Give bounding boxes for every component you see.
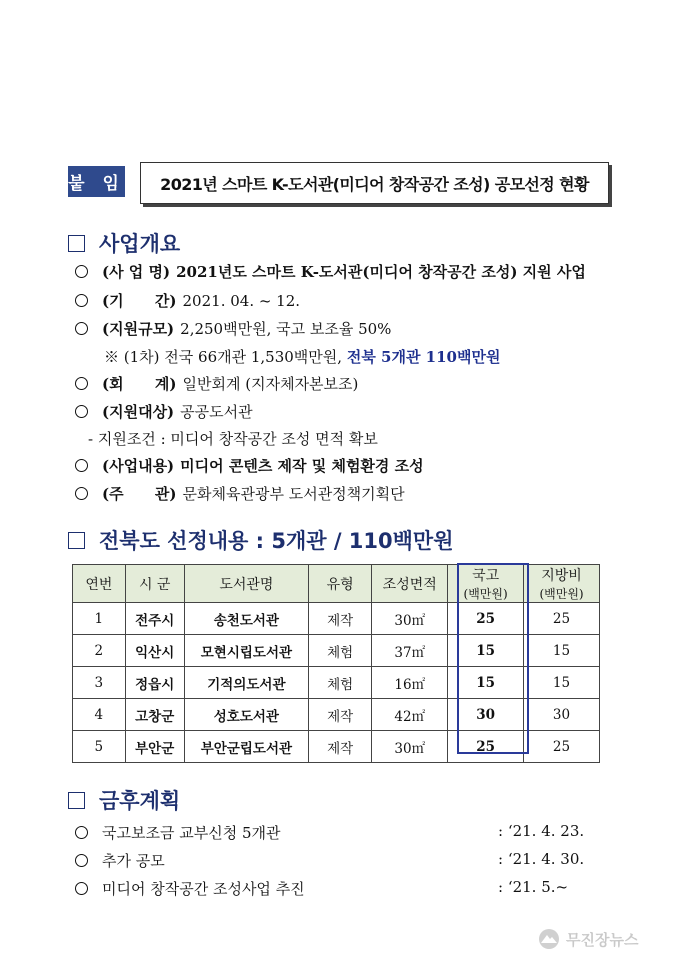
cell-type: 체험 [309,667,372,699]
plan-item-date: : ‘21. 4. 30. [498,850,585,868]
section-selection-heading: 전북도 선정내용 : 5개관 / 110백만원 [68,525,454,555]
circle-bullet-icon [75,405,88,418]
cell-library: 부안군립도서관 [184,731,308,763]
table-row [73,667,600,699]
overview-item-target: (지원대상) 공공도서관 [75,401,253,422]
cell-number: 3 [73,667,126,699]
overview-item-period: (기 간) 2021. 04. ~ 12. [75,290,300,311]
checkbox-square-icon [68,235,85,252]
plan-item: 국고보조금 교부신청 5개관 [75,822,280,843]
cell-national-fund: 15 [448,635,524,667]
cell-local-fund: 25 [524,603,600,635]
cell-area: 37㎡ [372,635,448,667]
overview-condition: - 지원조건 : 미디어 창작공간 조성 면적 확보 [88,430,378,448]
watermark: 무진장뉴스 [538,928,638,950]
overview-item-scale: (지원규모) 2,250백만원, 국고 보조율 50% [75,318,391,339]
cell-city: 부안군 [125,731,184,763]
plan-item: 추가 공모 [75,850,165,871]
cell-area: 30㎡ [372,603,448,635]
circle-bullet-icon [75,265,88,278]
circle-bullet-icon [75,322,88,335]
selection-table [72,564,600,763]
cell-type: 제작 [309,731,372,763]
checkbox-square-icon [68,532,85,549]
overview-item-content: (사업내용) 미디어 콘텐츠 제작 및 체험환경 조성 [75,455,424,476]
checkbox-square-icon [68,792,85,809]
column-header-type: 유형 [309,565,372,603]
section-plan-heading: 금후계획 [68,785,180,815]
table-header-row [73,565,600,603]
cell-type: 제작 [309,699,372,731]
plan-item: 미디어 창작공간 조성사업 추진 [75,878,305,899]
cell-city: 고창군 [125,699,184,731]
cell-national-fund: 15 [448,667,524,699]
cell-national-fund: 25 [448,731,524,763]
cell-number: 5 [73,731,126,763]
cell-local-fund: 15 [524,635,600,667]
circle-bullet-icon [75,377,88,390]
table-row [73,603,600,635]
circle-bullet-icon [75,487,88,500]
cell-number: 2 [73,635,126,667]
cell-library: 송천도서관 [184,603,308,635]
overview-item-host: (주 관) 문화체육관광부 도서관정책기획단 [75,483,405,504]
circle-bullet-icon [75,826,88,839]
cell-type: 체험 [309,635,372,667]
mountain-logo-icon [538,928,560,950]
cell-library: 기적의도서관 [184,667,308,699]
cell-number: 1 [73,603,126,635]
circle-bullet-icon [75,294,88,307]
cell-number: 4 [73,699,126,731]
document-title: 2021년 스마트 K-도서관(미디어 창작공간 조성) 공모선정 현황 [140,162,609,204]
overview-note: ※ (1차) 전국 66개관 1,530백만원, 전북 5개관 110백만원 [104,348,501,366]
cell-area: 42㎡ [372,699,448,731]
cell-local-fund: 25 [524,731,600,763]
cell-library: 모현시립도서관 [184,635,308,667]
attachment-badge: 붙 임 [68,166,125,197]
column-header-city: 시 군 [125,565,184,603]
column-header-number: 연번 [73,565,126,603]
overview-item-account: (회 계) 일반회계 (지자체자본보조) [75,373,358,394]
circle-bullet-icon [75,459,88,472]
column-header-local-fund: 지방비 (백만원) [524,565,600,603]
cell-area: 30㎡ [372,731,448,763]
circle-bullet-icon [75,882,88,895]
cell-city: 전주시 [125,603,184,635]
column-header-national-fund: 국고 (백만원) [448,565,524,603]
column-header-library: 도서관명 [184,565,308,603]
plan-item-date: : ‘21. 5.~ [498,878,569,896]
cell-city: 정읍시 [125,667,184,699]
cell-type: 제작 [309,603,372,635]
column-header-area: 조성면적 [372,565,448,603]
table-row [73,699,600,731]
cell-local-fund: 15 [524,667,600,699]
cell-national-fund: 30 [448,699,524,731]
section-overview-heading: 사업개요 [68,228,180,258]
cell-city: 익산시 [125,635,184,667]
overview-item-project-name: (사 업 명) 2021년도 스마트 K-도서관(미디어 창작공간 조성) 지원 사업 [75,261,586,282]
cell-library: 성호도서관 [184,699,308,731]
table-row [73,731,600,763]
plan-item-date: : ‘21. 4. 23. [498,822,585,840]
cell-national-fund: 25 [448,603,524,635]
table-row [73,635,600,667]
circle-bullet-icon [75,854,88,867]
cell-local-fund: 30 [524,699,600,731]
cell-area: 16㎡ [372,667,448,699]
